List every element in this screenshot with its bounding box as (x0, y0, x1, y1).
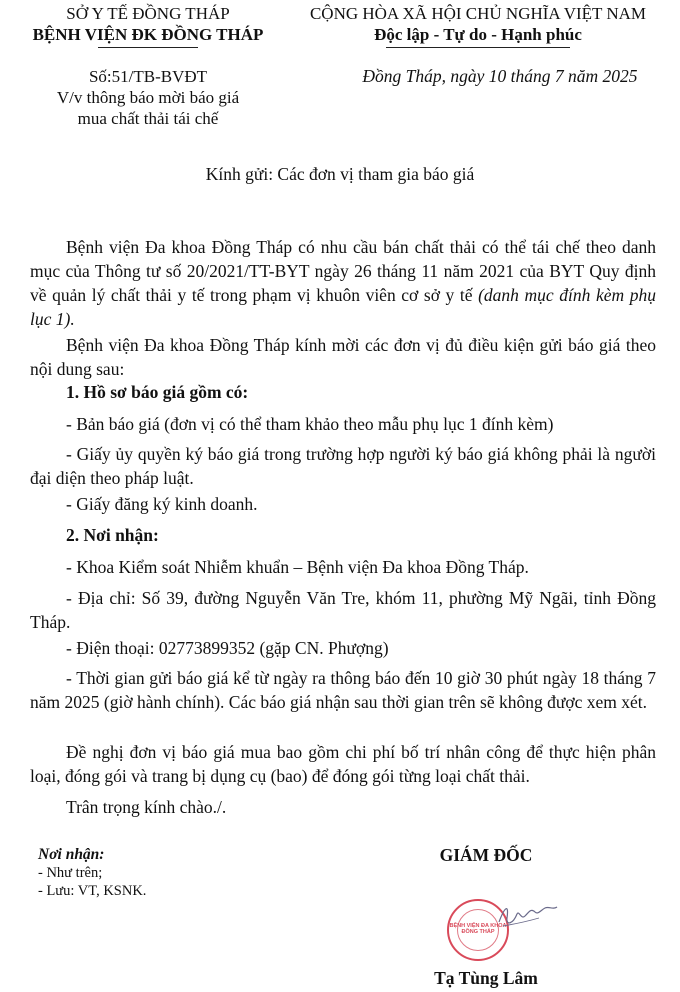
recipient-line: Kính gửi: Các đơn vị tham gia báo giá (205, 164, 475, 184)
paragraph-request: Đề nghị đơn vị báo giá mua bao gồm chi phí bố trí nhân công để thực hiện phân loại, đóng gói và trang bị dụng cụ (bao) để đóng gói từng loại chất thải. (30, 742, 656, 786)
paragraph-intro-text: Bệnh viện Đa khoa Đồng Tháp có nhu cầu bán chất thải có thể tái chế theo danh mục của Thông tư số 20/2021/TT-BYT ngày 26 tháng 11 năm 2021 của BYT Quy định về quản lý chất thải y tế trong phạm vị khuôn viên cơ sở y tế (30, 237, 656, 305)
place-date: Đồng Tháp, ngày 10 tháng 7 năm 2025 (362, 66, 638, 86)
closing-line: Trân trọng kính chào./. (66, 797, 227, 817)
section1-item-license: - Giấy đăng ký kinh doanh. (66, 494, 258, 514)
country-name: CỘNG HÒA XÃ HỘI CHỦ NGHĨA VIỆT NAM (309, 4, 647, 23)
section2-item-deadline: - Thời gian gửi báo giá kể từ ngày ra thông báo đến 10 giờ 30 phút ngày 18 tháng 7 năm 2025 (giờ hành chính). Các báo giá nhận sau thời gian trên sẽ không được xem xét. (30, 668, 656, 712)
paragraph-intro-italic: (danh mục đính kèm phụ lục 1). (30, 285, 656, 329)
hospital-name: BỆNH VIỆN ĐK ĐỒNG THÁP (32, 25, 264, 44)
recipients-label: Nơi nhận: (38, 846, 105, 863)
signer-title: GIÁM ĐỐC (439, 845, 533, 865)
section1-item-quote: - Bản báo giá (đơn vị có thể tham khảo theo mẫu phụ lục 1 đính kèm) (66, 414, 554, 434)
stamp-text: BỆNH VIỆN ĐA KHOA ĐỒNG THÁP (449, 923, 507, 935)
left-header-rule (98, 47, 198, 48)
header-right (278, 3, 678, 45)
signature-icon (495, 898, 565, 938)
section2-item-address: - Địa chỉ: Số 39, đường Nguyễn Văn Tre, khóm 11, phường Mỹ Ngãi, tỉnh Đồng Tháp. (30, 588, 656, 632)
agency-name: SỞ Y TẾ ĐỒNG THÁP (66, 4, 230, 23)
section2-heading: 2. Nơi nhận: (66, 525, 159, 545)
header-left (16, 3, 280, 45)
right-header-rule (386, 47, 570, 48)
section1-heading: 1. Hồ sơ báo giá gồm có: (66, 382, 249, 402)
section2-item-department: - Khoa Kiểm soát Nhiễm khuẩn – Bệnh viện Đa khoa Đồng Tháp. (66, 557, 529, 577)
section1-item-authorization: - Giấy ủy quyền ký báo giá trong trường hợp người ký báo giá không phải là người đại diện theo pháp luật. (30, 444, 656, 488)
doc-number: Số:51/TB-BVĐT (88, 67, 208, 86)
motto: Độc lập - Tự do - Hạnh phúc (374, 25, 582, 44)
doc-info (16, 66, 280, 129)
recipient-item: - Như trên; (38, 865, 103, 881)
signer-name: Tạ Tùng Lâm (434, 968, 538, 988)
paragraph-invitation: Bệnh viện Đa khoa Đồng Tháp kính mời các đơn vị đủ điều kiện gửi báo giá theo nội dung sau: (30, 335, 656, 379)
paragraph-intro (30, 235, 656, 331)
doc-subject-line1: V/v thông báo mời báo giá (56, 88, 240, 107)
doc-subject-line2: mua chất thải tái chế (77, 109, 219, 128)
recipients-block (38, 846, 278, 900)
section2-item-phone: - Điện thoại: 02773899352 (gặp CN. Phượng) (66, 638, 389, 658)
recipient-item: - Lưu: VT, KSNK. (38, 883, 147, 899)
